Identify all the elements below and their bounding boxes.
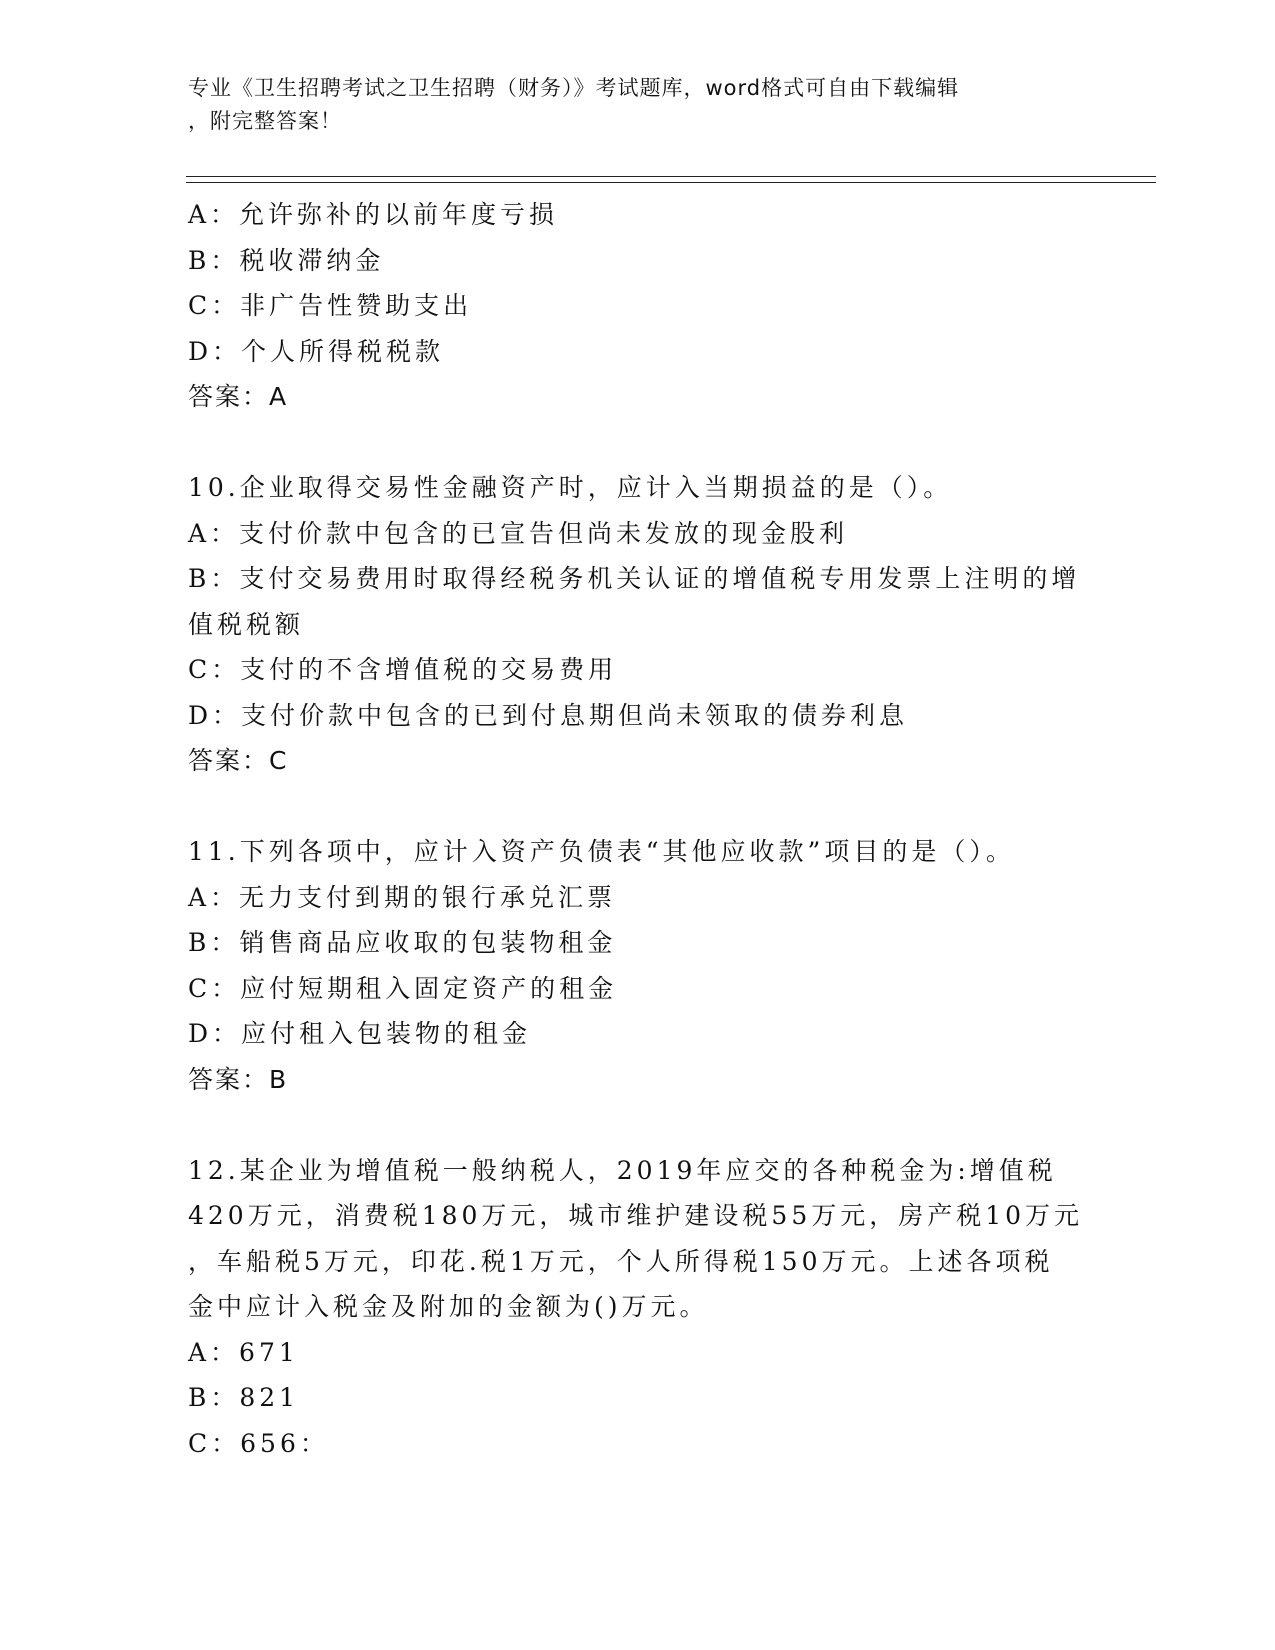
question-12 bbox=[188, 1148, 1088, 1467]
header-line-2: ，附完整答案！ bbox=[188, 109, 342, 133]
option-b-continued: 值税税额 bbox=[188, 609, 305, 639]
question-10 bbox=[188, 465, 1088, 784]
option-c: C：支付的不含增值税的交易费用 bbox=[188, 655, 618, 684]
option-a: A：671 bbox=[188, 1337, 299, 1367]
option-a: A：允许弥补的以前年度亏损 bbox=[188, 200, 559, 229]
option-b: B：销售商品应收取的包装物租金 bbox=[188, 928, 617, 957]
question-stem-line-3: ，车船税5万元，印花.税1万元，个人所得税150万元。上述各项税 bbox=[188, 1246, 1054, 1276]
option-a: A：无力支付到期的银行承兑汇票 bbox=[188, 882, 617, 912]
option-d: D：应付租入包装物的租金 bbox=[188, 1019, 532, 1048]
question-list bbox=[188, 192, 1088, 1466]
question-stem: 11.下列各项中，应计入资产负债表“其他应收款”项目的是（）。 bbox=[188, 837, 1015, 866]
header-rule-top bbox=[186, 176, 1156, 177]
option-b: B：821 bbox=[188, 1383, 300, 1412]
question-stem-line-1: 12.某企业为增值税一般纳税人，2019年应交的各种税金为:增值税 bbox=[188, 1155, 1057, 1185]
question-stem-line-4: 金中应计入税金及附加的金额为()万元。 bbox=[188, 1292, 709, 1321]
option-c: C：非广告性赞助支出 bbox=[188, 291, 473, 320]
option-b: B：支付交易费用时取得经税务机关认证的增值税专用发票上注明的增 bbox=[188, 564, 1081, 593]
answer: 答案：A bbox=[188, 382, 289, 411]
document-header bbox=[188, 72, 1088, 138]
question-11 bbox=[188, 829, 1088, 1102]
option-d: D：个人所得税税款 bbox=[188, 336, 445, 366]
answer: 答案：C bbox=[188, 746, 289, 775]
option-b: B：税收滞纳金 bbox=[188, 245, 385, 275]
answer: 答案：B bbox=[188, 1064, 289, 1094]
question-stem-line-2: 420万元，消费税180万元，城市维护建设税55万元，房产税10万元 bbox=[188, 1201, 1084, 1230]
header-line-1: 专业《卫生招聘考试之卫生招聘（财务）》考试题库，word格式可自由下载编辑 bbox=[188, 76, 960, 100]
option-c: C：应付短期租入固定资产的租金 bbox=[188, 973, 618, 1003]
option-d: D：支付价款中包含的已到付息期但尚未领取的债券利息 bbox=[188, 700, 909, 730]
question-9 bbox=[188, 192, 1088, 420]
question-stem: 10.企业取得交易性金融资产时，应计入当期损益的是（）。 bbox=[188, 473, 953, 502]
header-rule-bottom bbox=[186, 182, 1156, 183]
option-a: A：支付价款中包含的已宣告但尚未发放的现金股利 bbox=[188, 518, 849, 548]
option-c: C：656： bbox=[188, 1428, 329, 1458]
